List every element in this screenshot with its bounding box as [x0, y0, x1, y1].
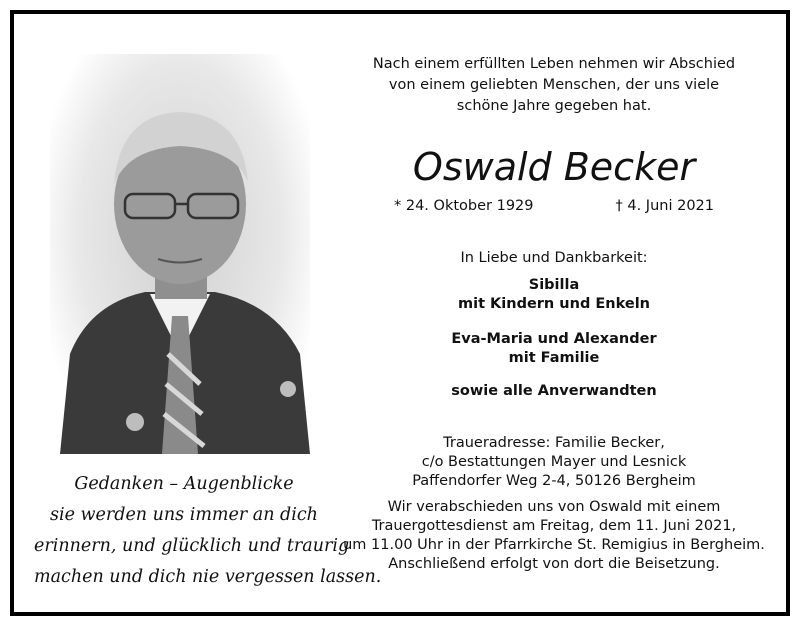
intro-line: Nach einem erfüllten Leben nehmen wir Abschied [372, 56, 736, 72]
mourner-line: Eva-Maria und Alexander [451, 331, 657, 347]
mourner-line: sowie alle Anverwandten [451, 383, 657, 399]
mourner-line: mit Familie [508, 350, 600, 366]
portrait-illustration [50, 54, 310, 454]
service-line: Trauergottesdienst am Freitag, dem 11. Juni 2021, [371, 518, 737, 534]
death-date: † 4. Juni 2021 [615, 198, 714, 214]
mourner-line: Sibilla [528, 277, 580, 293]
address-line: c/o Bestattungen Mayer und Lesnick [421, 454, 687, 470]
mourning-address [334, 434, 774, 491]
portrait-photo [50, 54, 310, 454]
intro-text [334, 54, 774, 117]
mourner-group [334, 330, 774, 368]
mourner-group [334, 276, 774, 314]
obituary-card [10, 10, 790, 616]
service-line: Anschließend erfolgt von dort die Beisetzung. [388, 556, 720, 572]
mourner-group [334, 382, 774, 401]
poem-line: Gedanken – Augenblicke [74, 474, 294, 494]
service-line: um 11.00 Uhr in der Pfarrkirche St. Remigius in Bergheim. [343, 537, 765, 553]
memorial-poem [34, 469, 382, 593]
birth-date: * 24. Oktober 1929 [394, 198, 534, 214]
address-line: Paffendorfer Weg 2-4, 50126 Bergheim [412, 473, 696, 489]
intro-line: von einem geliebten Menschen, der uns viele [388, 77, 720, 93]
address-line: Traueradresse: Familie Becker, [443, 435, 665, 451]
deceased-name: Oswald Becker [412, 145, 696, 189]
intro-line: schöne Jahre gegeben hat. [456, 98, 652, 114]
mourner-line: mit Kindern und Enkeln [457, 296, 650, 312]
love-intro: In Liebe und Dankbarkeit: [460, 250, 648, 266]
poem-line: sie werden uns immer an dich [50, 505, 318, 525]
poem-line: erinnern, und glücklich und traurig [34, 536, 350, 556]
service-line: Wir verabschieden uns von Oswald mit einem [387, 499, 721, 515]
poem-line: machen und dich nie vergessen lassen. [34, 567, 382, 587]
service-details [334, 498, 774, 574]
